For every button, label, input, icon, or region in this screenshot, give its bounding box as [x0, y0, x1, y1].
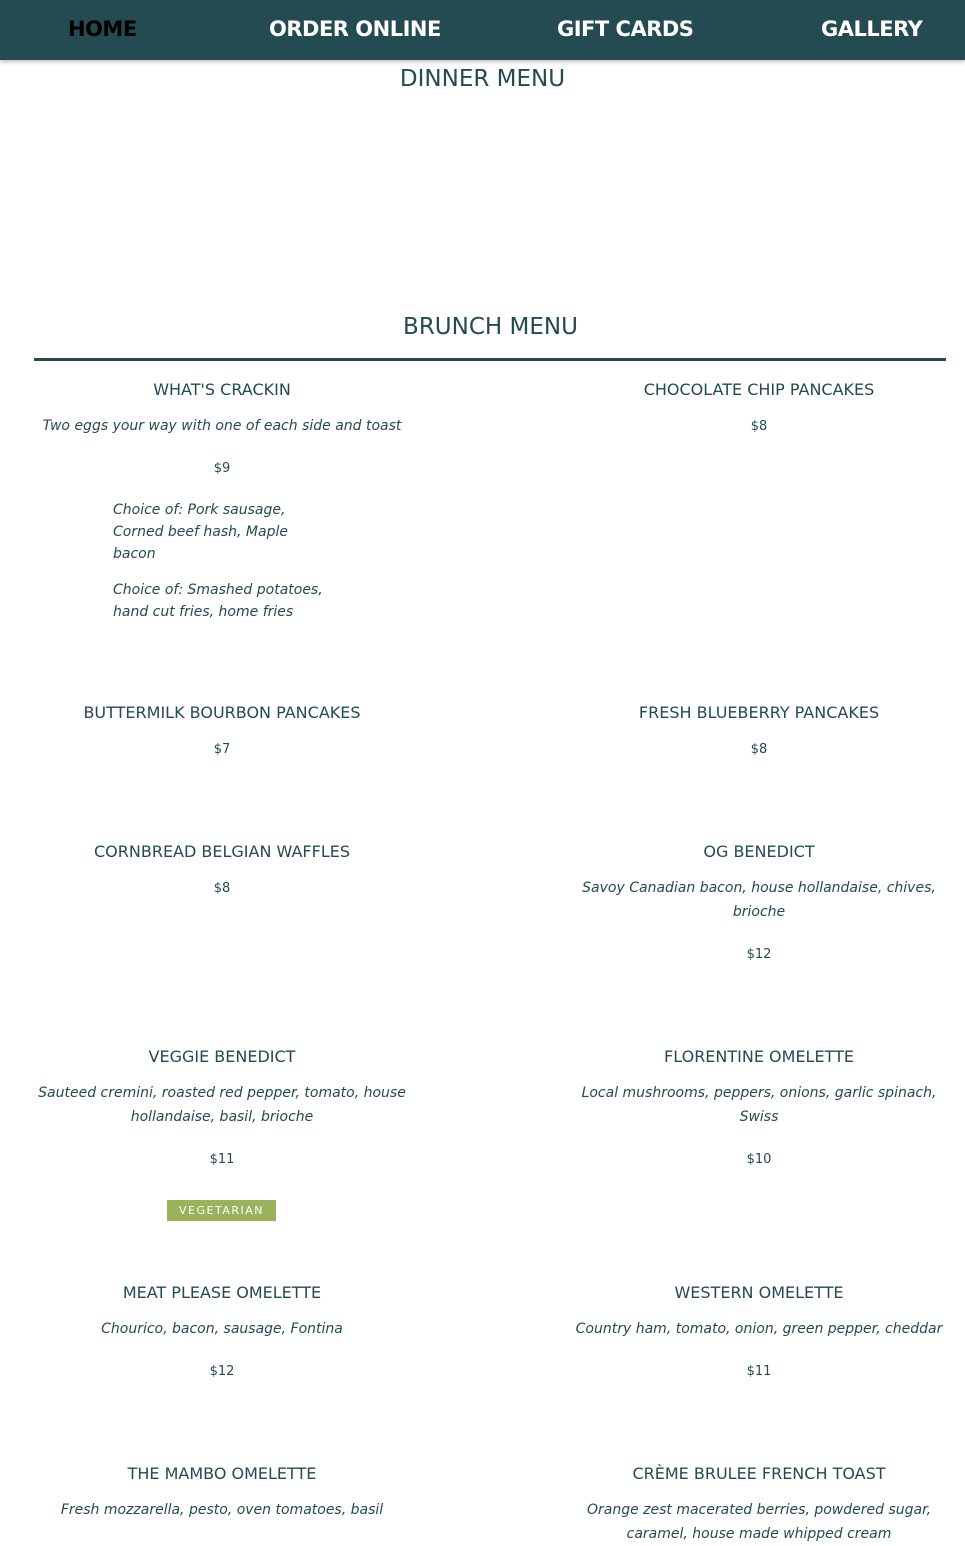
- item-price-blueberry: $8: [750, 742, 768, 757]
- top-nav: [0, 0, 965, 60]
- item-choice-meat: Choice of: Pork sausage, Corned beef hash, Maple bacon: [113, 502, 288, 562]
- brunch-divider: [34, 358, 946, 361]
- nav-home-link[interactable]: HOME: [68, 17, 137, 41]
- item-title-meat-please: MEAT PLEASE OMELETTE: [122, 1283, 322, 1302]
- item-desc-florentine: Local mushrooms, peppers, onions, garlic spinach, Swiss: [581, 1085, 937, 1125]
- item-title-creme-brulee: CRÈME BRULEE FRENCH TOAST: [632, 1464, 886, 1483]
- item-price-florentine: $10: [746, 1152, 772, 1167]
- nav-gift-cards-link[interactable]: GIFT CARDS: [557, 17, 694, 41]
- item-title-og-benedict: OG BENEDICT: [703, 842, 815, 861]
- item-title-cornbread: CORNBREAD BELGIAN WAFFLES: [94, 842, 350, 861]
- item-title-mambo: THE MAMBO OMELETTE: [127, 1464, 317, 1483]
- nav-order-online-link[interactable]: ORDER ONLINE: [269, 17, 441, 41]
- item-title-whats-crackin: WHAT'S CRACKIN: [153, 380, 291, 399]
- item-desc-whats-crackin: Two eggs your way with one of each side and toast: [42, 418, 402, 434]
- item-price-western: $11: [746, 1364, 772, 1379]
- item-choice-potatoes: Choice of: Smashed potatoes, hand cut fries, home fries: [113, 582, 323, 620]
- item-title-buttermilk: BUTTERMILK BOURBON PANCAKES: [83, 703, 361, 722]
- item-price-meat-please: $12: [209, 1364, 235, 1379]
- item-title-florentine: FLORENTINE OMELETTE: [664, 1047, 854, 1066]
- item-title-western: WESTERN OMELETTE: [674, 1283, 844, 1302]
- item-title-veggie-benedict: VEGGIE BENEDICT: [148, 1047, 296, 1066]
- item-desc-meat-please: Chourico, bacon, sausage, Fontina: [101, 1321, 343, 1337]
- item-price-buttermilk: $7: [213, 742, 231, 757]
- item-desc-veggie-benedict: Sauteed cremini, roasted red pepper, tomato, house hollandaise, basil, brioche: [38, 1085, 406, 1125]
- dinner-menu-title: DINNER MENU: [399, 66, 566, 92]
- item-desc-og-benedict: Savoy Canadian bacon, house hollandaise, chives, brioche: [582, 880, 936, 920]
- item-price-whats-crackin: $9: [213, 461, 231, 476]
- item-title-chocolate-chip: CHOCOLATE CHIP PANCAKES: [643, 380, 875, 399]
- brunch-menu-title: BRUNCH MENU: [403, 314, 578, 340]
- item-desc-western: Country ham, tomato, onion, green pepper, cheddar: [575, 1321, 943, 1337]
- item-price-chocolate-chip: $8: [750, 419, 768, 434]
- item-price-veggie-benedict: $11: [209, 1152, 235, 1167]
- item-desc-creme-brulee: Orange zest macerated berries, powdered sugar, caramel, house made whipped cream: [586, 1502, 932, 1542]
- item-desc-mambo: Fresh mozzarella, pesto, oven tomatoes, basil: [60, 1502, 384, 1518]
- item-title-blueberry: FRESH BLUEBERRY PANCAKES: [638, 703, 880, 722]
- vegetarian-badge: VEGETARIAN: [167, 1200, 276, 1221]
- item-price-og-benedict: $12: [746, 947, 772, 962]
- nav-gallery-link[interactable]: GALLERY: [821, 17, 923, 41]
- item-price-cornbread: $8: [213, 881, 231, 896]
